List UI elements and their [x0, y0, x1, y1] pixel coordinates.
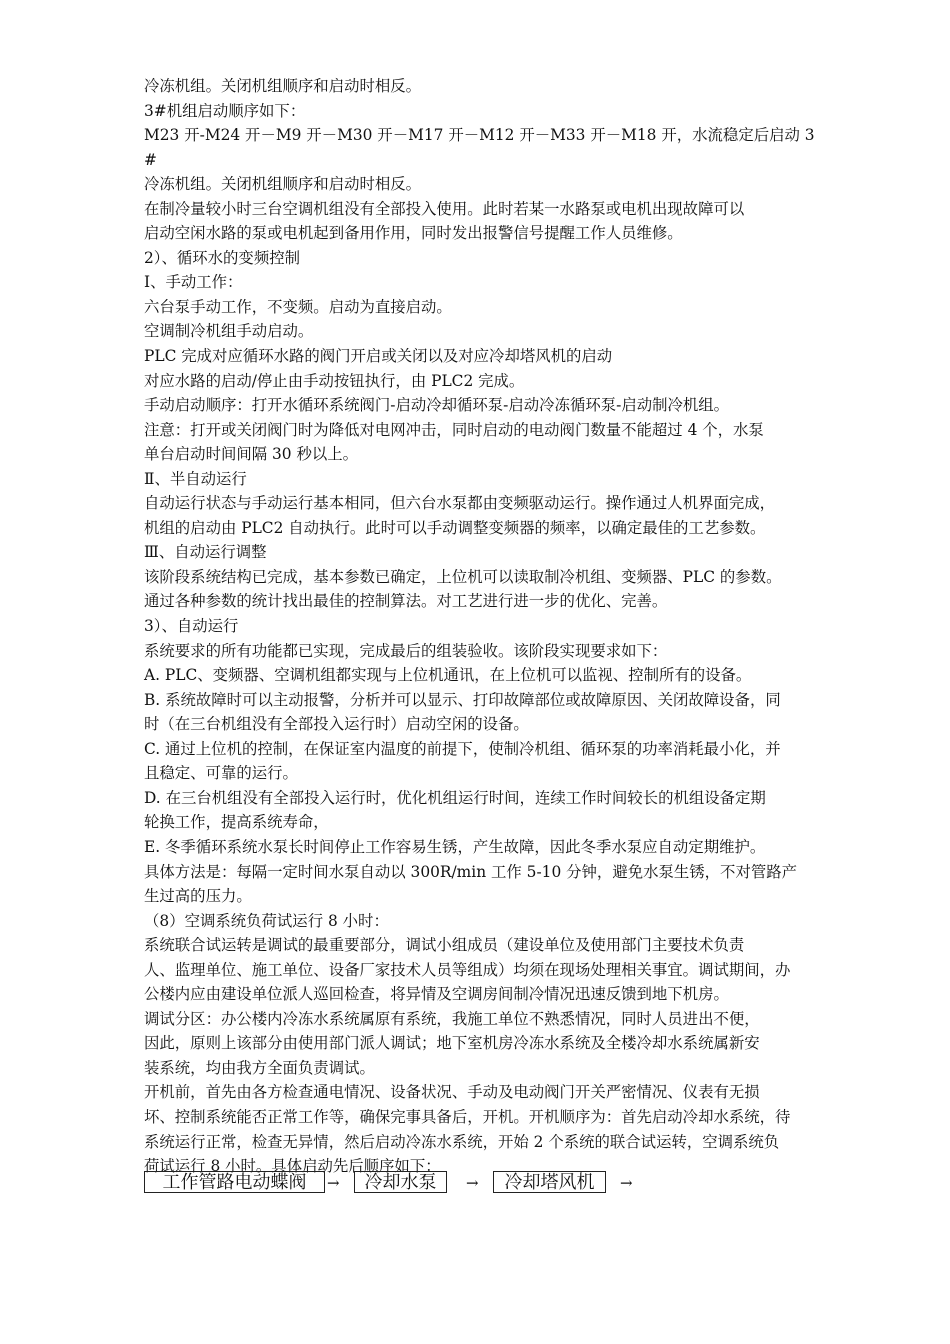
section-heading: 2）、循环水的变频控制 — [144, 248, 300, 267]
section-heading: 3）、自动运行 — [144, 617, 239, 636]
text-line: 坏、控制系统能否正常工作等，确保完事具备后，开机。开机顺序为：首先启动冷却水系统，待 — [144, 1107, 791, 1126]
text-line: 机组的启动由 PLC2 自动执行。此时可以手动调整变频器的频率，以确定最佳的工艺参数。 — [144, 518, 766, 537]
subsection-heading: Ⅱ、半自动运行 — [144, 469, 247, 488]
subsection-heading: Ⅰ、手动工作： — [144, 273, 243, 292]
startup-flow-diagram — [144, 1171, 664, 1195]
text-line: 因此，原则上该部分由使用部门派人调试；地下室机房冷冻水系统及全楼冷却水系统属新安 — [144, 1034, 760, 1053]
text-line: 荷试运行 8 小时。具体启动先后顺序如下： — [144, 1157, 441, 1176]
text-line: 系统要求的所有功能都已实现，完成最后的组装验收。该阶段实现要求如下： — [144, 641, 668, 660]
flow-arrow: → — [327, 1174, 340, 1192]
flow-arrow: → — [620, 1174, 633, 1192]
text-line: 六台泵手动工作，不变频。启动为直接启动。 — [144, 297, 452, 316]
text-line: 生过高的压力。 — [144, 887, 252, 906]
text-line: PLC 完成对应循环水路的阀门开启或关闭以及对应冷却塔风机的启动 — [144, 347, 613, 366]
text-line: 系统运行正常，检查无异情，然后启动冷冻水系统，开始 2 个系统的联合试运转，空调系统负 — [144, 1132, 780, 1151]
text-line: 注意：打开或关闭阀门时为降低对电网冲击，同时启动的电动阀门数量不能超过 4 个，水泵 — [144, 420, 764, 439]
subsection-heading: Ⅲ、自动运行调整 — [144, 543, 267, 562]
text-line: 装系统，均由我方全面负责调试。 — [144, 1058, 375, 1077]
text-line: 手动启动顺序：打开水循环系统阀门-启动冷却循环泵-启动冷冻循环泵-启动制冷机组。 — [144, 396, 730, 415]
text-line: 系统联合试运转是调试的最重要部分，调试小组成员（建设单位及使用部门主要技术负责 — [144, 936, 745, 955]
text-line: 冷冻机组。关闭机组顺序和启动时相反。 — [144, 175, 422, 194]
text-line: 开机前，首先由各方检查通电情况、设备状况、手动及电动阀门开关严密情况、仪表有无损 — [144, 1083, 760, 1102]
text-line: 该阶段系统结构已完成，基本参数已确定，上位机可以读取制冷机组、变频器、PLC 的参数。 — [144, 567, 782, 586]
text-line: 启动空闲水路的泵或电机起到备用作用，同时发出报警信号提醒工作人员维修。 — [144, 224, 683, 243]
text-line: 通过各种参数的统计找出最佳的控制算法。对工艺进行进一步的优化、完善。 — [144, 592, 668, 611]
text-line: 调试分区：办公楼内冷冻水系统属原有系统，我施工单位不熟悉情况，同时人员进出不便， — [144, 1009, 760, 1028]
text-line: 公楼内应由建设单位派人巡回检查，将异情及空调房间制冷情况迅速反馈到地下机房。 — [144, 985, 729, 1004]
text-line: 空调制冷机组手动启动。 — [144, 322, 314, 341]
text-line: D. 在三台机组没有全部投入运行时，优化机组运行时间，连续工作时间较长的机组设备定期 — [144, 788, 766, 807]
text-line: 单台启动时间间隔 30 秒以上。 — [144, 445, 359, 464]
text-line: M23 开-M24 开－M9 开－M30 开－M17 开－M12 开－M33 开－M18 开，水流稳定后启动 3# — [144, 126, 815, 169]
text-line: 具体方法是：每隔一定时间水泵自动以 300R/min 工作 5-10 分钟，避免水泵生锈，不对管路产 — [144, 862, 798, 881]
text-line: 时（在三台机组没有全部投入运行时）启动空闲的设备。 — [144, 715, 529, 734]
text-line: 冷冻机组。关闭机组顺序和启动时相反。 — [144, 77, 422, 95]
flow-box-butterfly-valve: 工作管路电动蝶阀 — [144, 1171, 325, 1193]
text-line: 对应水路的启动/停止由手动按钮执行，由 PLC2 完成。 — [144, 371, 525, 390]
text-line: 人、监理单位、施工单位、设备厂家技术人员等组成）均须在现场处理相关事宜。调试期间，办 — [144, 960, 791, 979]
text-line: 在制冷量较小时三台空调机组没有全部投入使用。此时若某一水路泵或电机出现故障可以 — [144, 199, 745, 218]
flow-arrow: → — [466, 1174, 479, 1192]
text-line: B. 系统故障时可以主动报警，分析并可以显示、打印故障部位或故障原因、关闭故障设备，同 — [144, 690, 781, 709]
text-line: 且稳定、可靠的运行。 — [144, 764, 298, 783]
text-line: A. PLC、变频器、空调机组都实现与上位机通讯，在上位机可以监视、控制所有的设备。 — [144, 666, 752, 685]
flow-box-cooling-pump: 冷却水泵 — [354, 1171, 447, 1193]
text-line: E. 冬季循环系统水泵长时间停止工作容易生锈，产生故障，因此冬季水泵应自动定期维护。 — [144, 837, 766, 856]
text-line: 3#机组启动顺序如下： — [144, 101, 306, 120]
text-line: 轮换工作，提高系统寿命， — [144, 813, 329, 832]
flow-box-cooling-tower-fan: 冷却塔风机 — [493, 1171, 606, 1193]
text-line: C. 通过上位机的控制，在保证室内温度的前提下，使制冷机组、循环泵的功率消耗最小化，并 — [144, 739, 781, 758]
section-heading: （8）空调系统负荷试运行 8 小时： — [144, 911, 389, 930]
text-line: 自动运行状态与手动运行基本相同，但六台水泵都由变频驱动运行。操作通过人机界面完成， — [144, 494, 776, 513]
document-body — [144, 74, 820, 1179]
